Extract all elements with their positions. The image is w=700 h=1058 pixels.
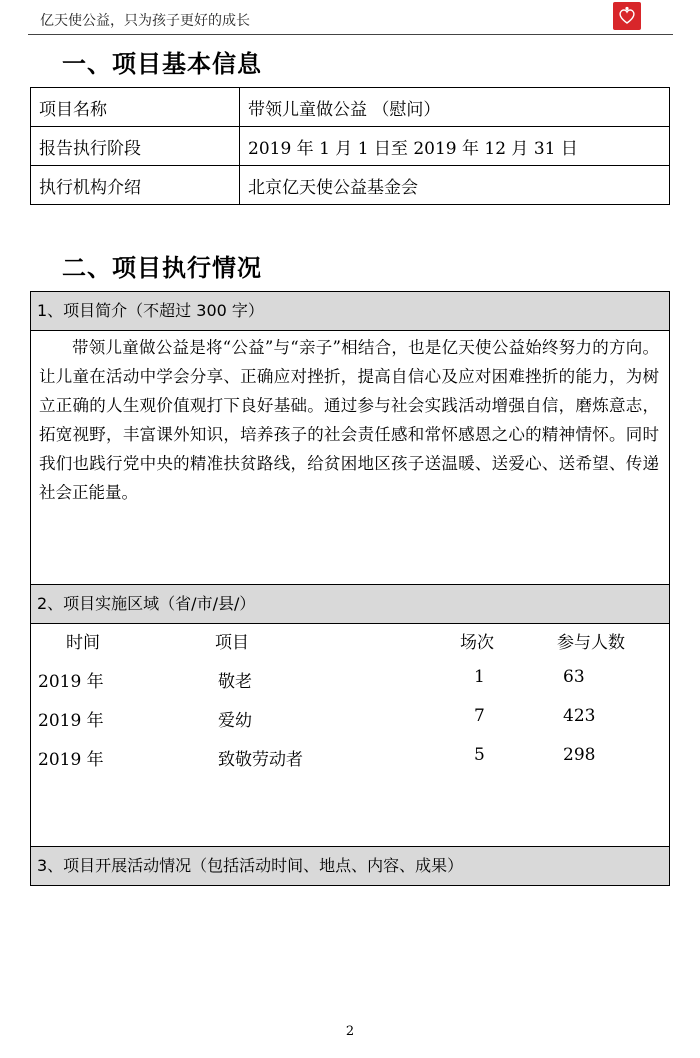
project-intro-text: 带领儿童做公益是将“公益”与“亲子”相结合，也是亿天使公益始终努力的方向。让儿童在活动中学会分享、正确应对挫折，提高自信心及应对困难挫折的能力，为树立正确的人生观价值观打下良好基础。通过参与社会实践活动增强自信，磨炼意志，拓宽视野，丰富课外知识，培养孩子的社会责任感和常怀感恩之心的精神情怀。同时我们也践行党中央的精准扶贫路线，给贫困地区孩子送温暖、送爱心、送希望、传递社会正能量。	[39, 338, 659, 502]
org-intro-value: 北京亿天使公益基金会	[240, 166, 670, 205]
report-period-label: 报告执行阶段	[31, 127, 240, 166]
project-intro-heading: 1、项目简介（不超过 300 字）	[31, 292, 669, 331]
table-row	[31, 127, 670, 166]
row-1-time: 2019 年	[38, 672, 104, 692]
project-activities-box	[30, 846, 670, 886]
row-2-count: 7	[474, 706, 485, 726]
project-name-value: 带领儿童做公益 （慰问）	[240, 88, 670, 127]
row-1-people: 63	[563, 667, 585, 687]
column-header-project: 项目	[215, 633, 249, 653]
header-divider	[28, 34, 673, 35]
project-activities-heading: 3、项目开展活动情况（包括活动时间、地点、内容、成果）	[31, 847, 669, 885]
column-header-people: 参与人数	[557, 633, 625, 653]
column-header-time: 时间	[66, 633, 100, 653]
angel-heart-logo-icon	[613, 2, 641, 30]
project-name-label: 项目名称	[31, 88, 240, 127]
column-header-count: 场次	[460, 633, 494, 653]
project-intro-box	[30, 291, 670, 585]
row-3-people: 298	[563, 745, 596, 765]
report-period-value: 2019 年 1 月 1 日至 2019 年 12 月 31 日	[240, 127, 670, 166]
row-1-count: 1	[474, 667, 485, 687]
table-row	[31, 166, 670, 205]
row-1-project: 敬老	[218, 672, 252, 692]
table-row	[31, 88, 670, 127]
project-area-heading: 2、项目实施区域（省/市/县/）	[31, 585, 669, 624]
header-slogan: 亿天使公益，只为孩子更好的成长	[40, 13, 250, 29]
page-number: 2	[345, 1024, 355, 1039]
basic-info-table	[30, 87, 670, 205]
row-3-project: 致敬劳动者	[218, 750, 303, 770]
row-2-time: 2019 年	[38, 711, 104, 731]
org-intro-label: 执行机构介绍	[31, 166, 240, 205]
row-2-people: 423	[563, 706, 596, 726]
section-2-title: 二、项目执行情况	[62, 254, 262, 282]
section-1-title: 一、项目基本信息	[62, 50, 262, 78]
row-3-count: 5	[474, 745, 485, 765]
row-3-time: 2019 年	[38, 750, 104, 770]
row-2-project: 爱幼	[218, 711, 252, 731]
